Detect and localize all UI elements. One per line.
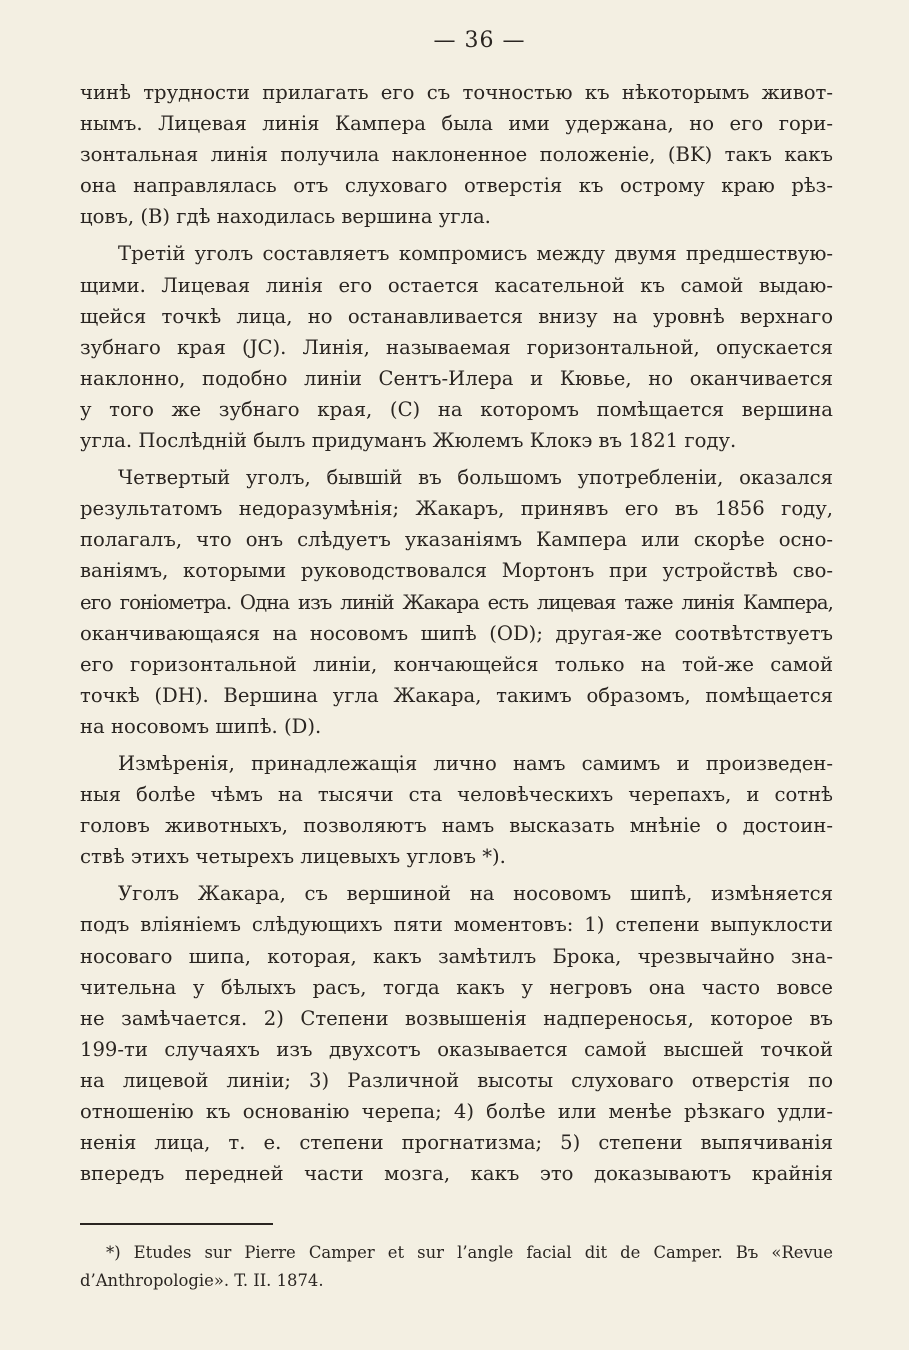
text-line: Третій уголъ составляетъ компромисъ между двумя предшествую- <box>118 242 833 266</box>
text-line: головъ животныхъ, позволяютъ намъ высказать мнѣніе о достоин- <box>80 814 833 838</box>
paragraph-5 <box>80 878 833 1189</box>
text-line: полагалъ, что онъ слѣдуетъ указаніямъ Кампера или скорѣе осно- <box>80 528 833 552</box>
text-line: нымъ. Лицевая линія Кампера была ими удержана, но его гори- <box>80 112 833 136</box>
text-line: наклонно, подобно линіи Сентъ-Илера и Кювье, но оканчивается <box>80 366 833 390</box>
text-line: щими. Лицевая линія его остается касательной къ самой выдаю- <box>80 273 833 297</box>
text-line: впередъ передней части мозга, какъ это доказываютъ крайнія <box>80 1162 833 1186</box>
text-line: ваніямъ, которыми руководствовался Мортонъ при устройствѣ сво- <box>80 559 833 583</box>
text-line: подъ вліяніемъ слѣдующихъ пяти моментовъ: 1) степени выпуклости <box>80 913 833 937</box>
text-line: его горизонтальной линіи, кончающейся только на той-же самой <box>80 652 833 676</box>
text-line: чительна у бѣлыхъ расъ, тогда какъ у негровъ она часто вовсе <box>80 975 833 999</box>
text-line: на лицевой линіи; 3) Различной высоты слуховаго отверстія по <box>80 1068 833 1092</box>
text-line: оканчивающаяся на носовомъ шипѣ (OD); другая-же соотвѣтствуетъ <box>80 621 833 645</box>
text-line: ствѣ этихъ четырехъ лицевыхъ угловъ *). <box>80 845 506 869</box>
text-line: зубнаго края (JC). Линія, называемая горизонтальной, опускается <box>80 335 833 359</box>
text-line: щейся точкѣ лица, но останавливается внизу на уровнѣ верхнаго <box>80 304 833 328</box>
footnote-divider <box>80 1223 273 1225</box>
text-line: чинѣ трудности прилагать его съ точностью къ нѣкоторымъ живот- <box>80 81 833 104</box>
text-line: ненія лица, т. е. степени прогнатизма; 5) степени выпячиванія <box>80 1131 833 1155</box>
text-line: результатомъ недоразумѣнія; Жакаръ, принявъ его въ 1856 году, <box>80 497 833 521</box>
footnote-line: d’Anthropologie». T. II. 1874. <box>80 1271 324 1291</box>
text-line: она направлялась отъ слуховаго отверстія къ острому краю рѣз- <box>80 174 833 198</box>
paragraph-3 <box>80 462 833 742</box>
paragraph-4 <box>80 748 833 872</box>
paragraph-2 <box>80 238 833 456</box>
text-line: зонтальная линія получила наклоненное положеніе, (BK) такъ какъ <box>80 143 833 167</box>
text-line: цовъ, (B) гдѣ находилась вершина угла. <box>80 205 491 229</box>
footnote-line: *) Etudes sur Pierre Camper et sur l’angle facial dit de Camper. Въ «Revue <box>106 1243 833 1263</box>
footnote <box>80 1239 833 1295</box>
text-line: Четвертый уголъ, бывшій въ большомъ употребленіи, оказался <box>118 466 833 490</box>
page-number: — 36 — <box>433 28 526 53</box>
text-line: у того же зубнаго края, (C) на которомъ помѣщается вершина <box>80 397 833 421</box>
text-line: не замѣчается. 2) Степени возвышенія надпереносья, которое въ <box>80 1006 833 1030</box>
text-line: точкѣ (DH). Вершина угла Жакара, такимъ образомъ, помѣщается <box>80 683 833 707</box>
text-line: ныя болѣе чѣмъ на тысячи ста человѣческихъ черепахъ, и сотнѣ <box>80 783 833 807</box>
text-line: 199-ти случаяхъ изъ двухсотъ оказывается самой высшей точкой <box>80 1037 833 1061</box>
text-line: отношенію къ основанію черепа; 4) болѣе или менѣе рѣзкаго удли- <box>80 1100 833 1123</box>
paragraph-1 <box>80 77 833 232</box>
text-line: Измѣренія, принадлежащія лично намъ самимъ и произведен- <box>118 751 833 775</box>
text-line: угла. Послѣдній былъ придуманъ Жюлемъ Клокэ въ 1821 году. <box>80 429 737 453</box>
text-line: его гоніометра. Одна изъ линій Жакара есть лицевая таже линія Кампера, <box>80 590 833 614</box>
text-line: на носовомъ шипѣ. (D). <box>80 714 322 738</box>
text-line: носоваго шипа, которая, какъ замѣтилъ Брока, чрезвычайно зна- <box>80 944 833 968</box>
text-line: Уголъ Жакара, съ вершиной на носовомъ шипѣ, измѣняется <box>118 882 833 906</box>
